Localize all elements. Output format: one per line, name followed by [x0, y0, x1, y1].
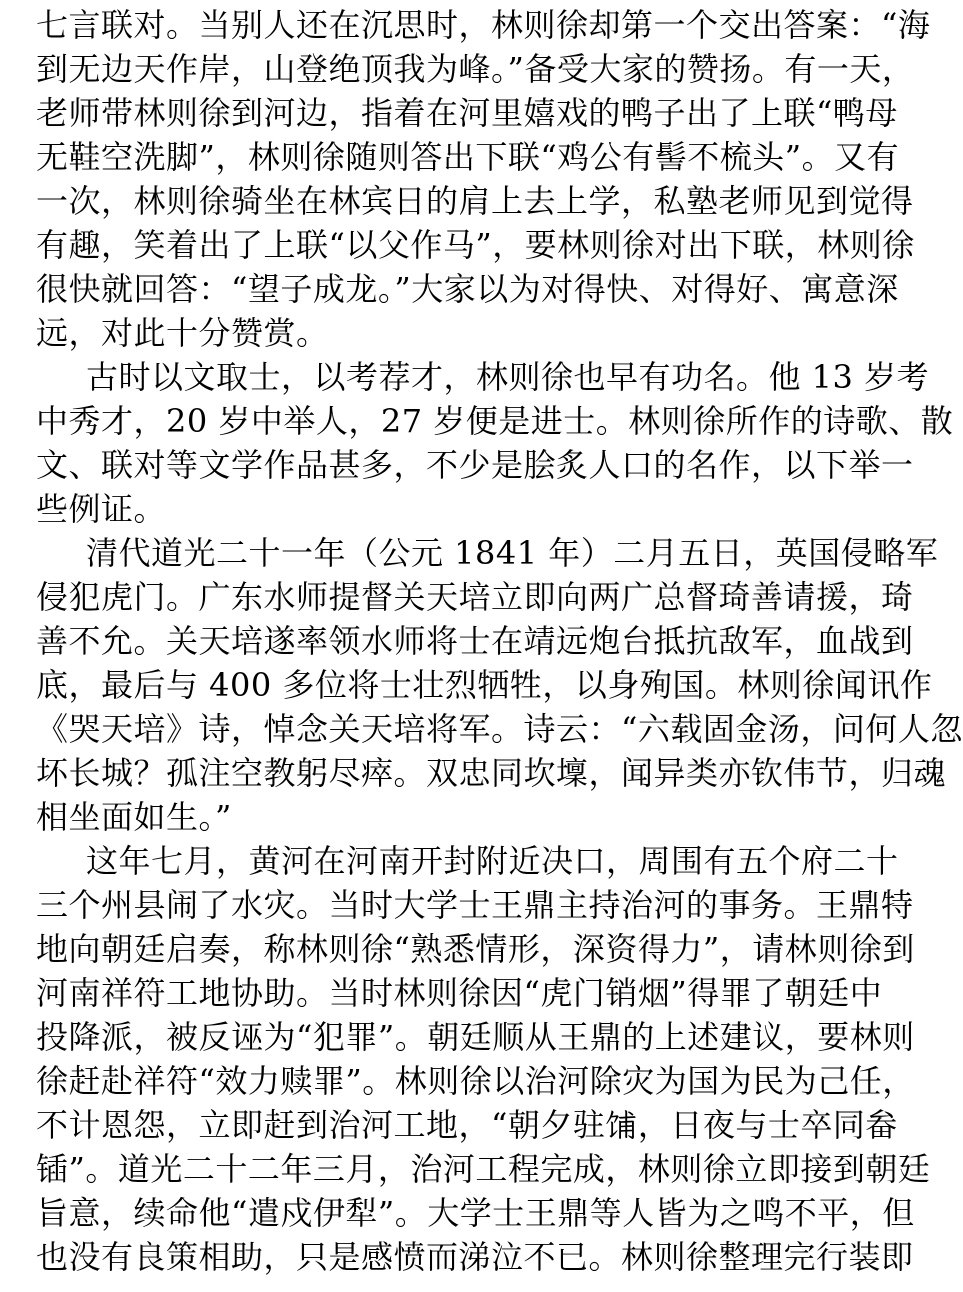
text-line: 相坐面如生。” [36, 798, 232, 836]
text-line: 远，对此十分赞赏。 [36, 314, 329, 352]
text-line: 善不允。关天培遂率领水师将士在靖远炮台抵抗敌军，血战到 [36, 622, 914, 660]
text-line: 不计恩怨，立即赶到治河工地，“朝夕驻𫗦，日夜与士卒同畚 [36, 1106, 898, 1144]
text-line: 河南祥符工地协助。当时林则徐因“虎门销烟”得罪了朝廷中 [36, 974, 883, 1012]
text-line: 投降派，被反诬为“犯罪”。朝廷顺从王鼎的上述建议，要林则 [36, 1018, 915, 1056]
text-line: 有趣，笑着出了上联“以父作马”，要林则徐对出下联，林则徐 [36, 226, 915, 264]
text-line: 清代道光二十一年（公元 1841 年）二月五日，英国侵略军 [86, 534, 939, 572]
text-line: 三个州县闹了水灾。当时大学士王鼎主持治河的事务。王鼎特 [36, 886, 914, 924]
text-line: 侵犯虎门。广东水师提督关天培立即向两广总督琦善请援，琦 [36, 578, 914, 616]
text-line: 些例证。 [36, 490, 167, 528]
text-line: 中秀才，20 岁中举人，27 岁便是进士。林则徐所作的诗歌、散 [36, 402, 954, 440]
text-line: 地向朝廷启奏，称林则徐“熟悉情形，深资得力”，请林则徐到 [36, 930, 915, 968]
text-line: 很快就回答：“望子成龙。”大家以为对得快、对得好、寓意深 [36, 270, 899, 308]
text-line: 老师带林则徐到河边，指着在河里嬉戏的鸭子出了上联“鸭母 [36, 94, 898, 132]
text-line: 《哭天培》诗，悼念关天培将军。诗云：“六载固金汤，问何人忽 [36, 710, 963, 748]
text-line: 也没有良策相助，只是感愤而涕泣不已。林则徐整理完行装即 [36, 1238, 914, 1276]
text-line: 底，最后与 400 多位将士壮烈牺牲，以身殉国。林则徐闻讯作 [36, 666, 933, 704]
text-line: 坏长城？孤注空教躬尽瘁。双忠同坎壈，闻异类亦钦伟节，归魂 [36, 754, 947, 792]
text-line: 旨意，续命他“遣戍伊犁”。大学士王鼎等人皆为之鸣不平，但 [36, 1194, 915, 1232]
text-line: 一次，林则徐骑坐在林宾日的肩上去上学，私塾老师见到觉得 [36, 182, 914, 220]
text-line: 这年七月，黄河在河南开封附近决口，周围有五个府二十 [86, 842, 899, 880]
text-line: 到无边天作岸，山登绝顶我为峰。”备受大家的赞扬。有一天， [36, 50, 915, 88]
text-line: 无鞋空洗脚”，林则徐随则答出下联“鸡公有髻不梳头”。又有 [36, 138, 900, 176]
text-line: 徐赶赴祥符“效力赎罪”。林则徐以治河除灾为国为民为己任， [36, 1062, 915, 1100]
text-line: 文、联对等文学作品甚多，不少是脍炙人口的名作，以下举一 [36, 446, 914, 484]
text-line: 古时以文取士，以考荐才，林则徐也早有功名。他 13 岁考 [86, 358, 930, 396]
text-line: 锸”。道光二十二年三月，治河工程完成，林则徐立即接到朝廷 [36, 1150, 931, 1188]
text-line: 七言联对。当别人还在沉思时，林则徐却第一个交出答案：“海 [36, 6, 931, 44]
